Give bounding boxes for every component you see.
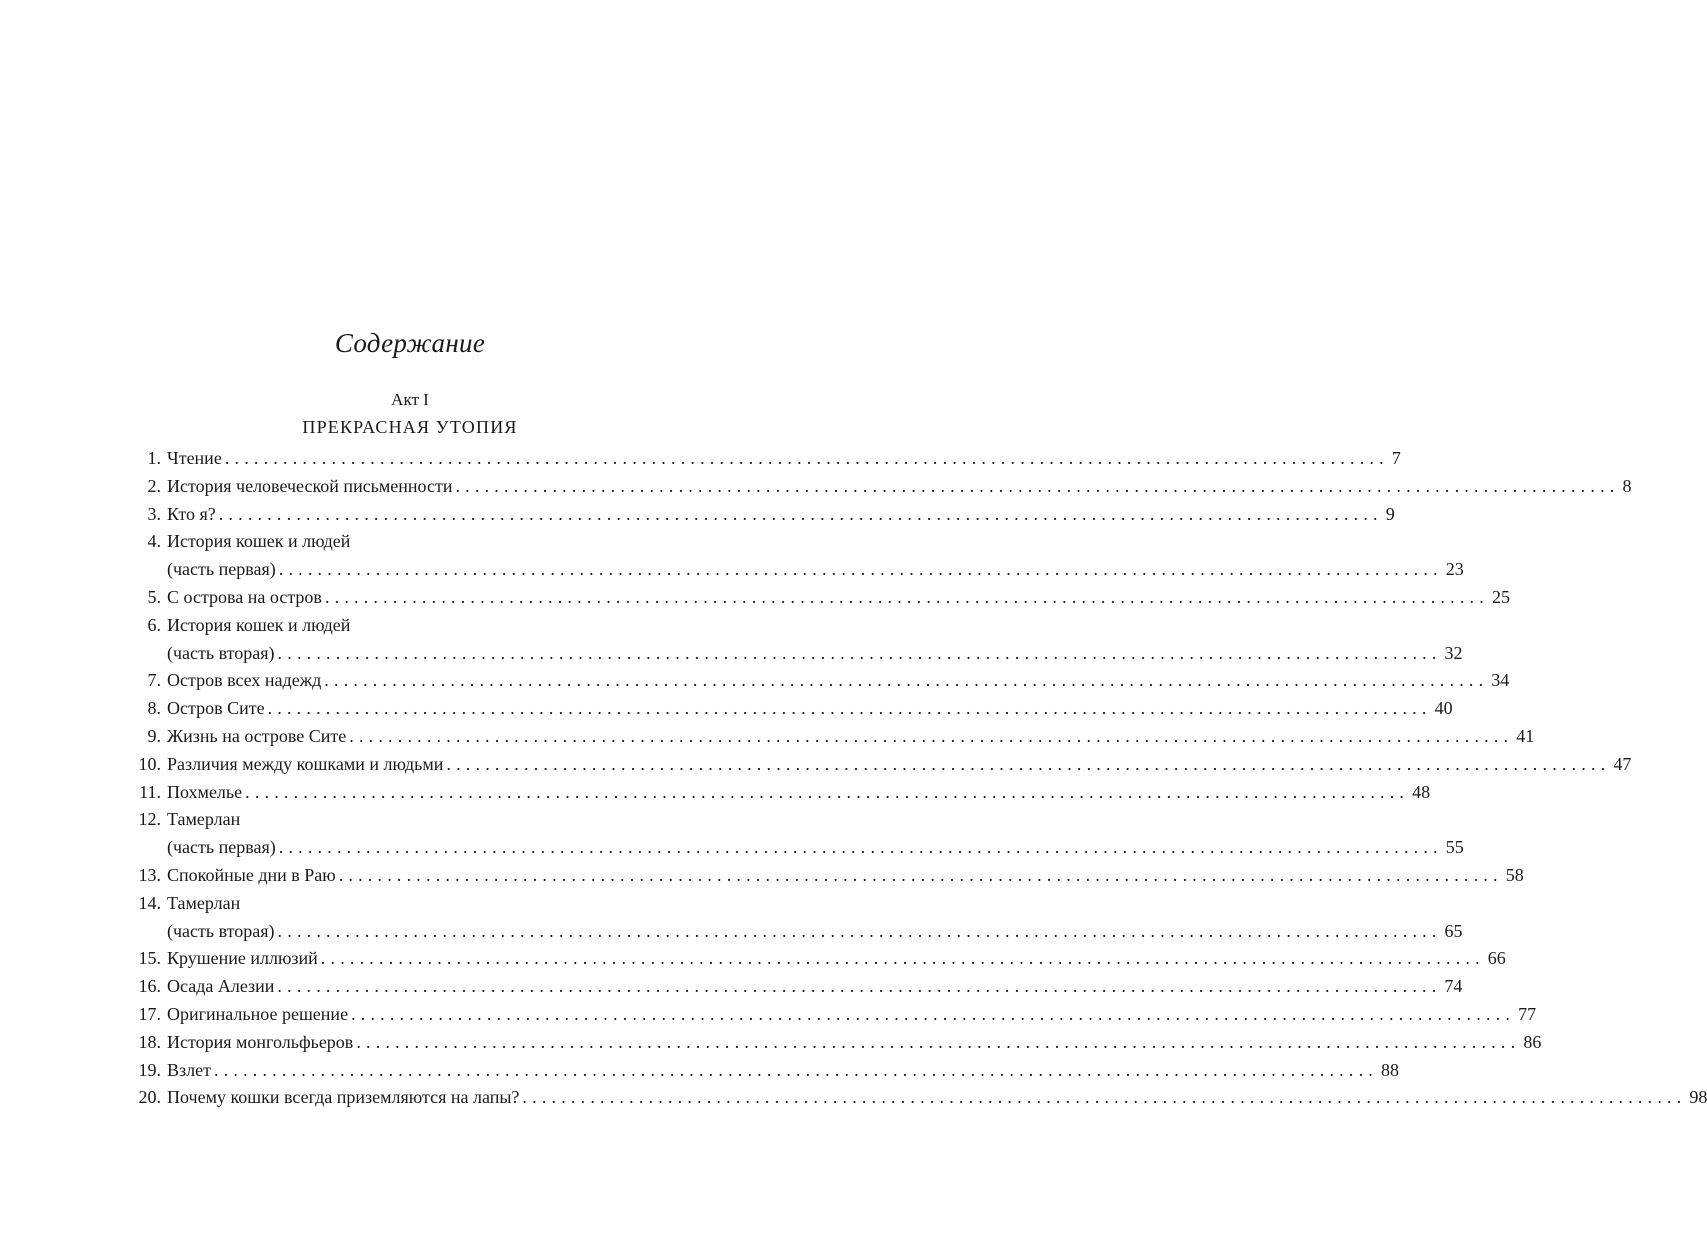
dot-leader: ........................................................................................................................ — [277, 920, 1442, 941]
toc-entry-body — [167, 1057, 1399, 1085]
toc-entry — [128, 640, 1463, 668]
toc-entry — [128, 806, 686, 834]
toc-entry-number: 1. — [147, 448, 161, 468]
toc-entry-page: 23 — [1445, 559, 1464, 580]
dot-leader: ........................................................................................................................ — [446, 753, 1611, 774]
toc-entry-page: 55 — [1445, 837, 1464, 858]
toc-entry — [128, 445, 1401, 473]
toc-entry-page: 47 — [1613, 753, 1632, 774]
toc-entry-title: Жизнь на острове Сите — [167, 725, 347, 746]
toc-entry-body — [167, 501, 1395, 529]
toc-entry — [128, 1029, 1542, 1057]
toc-entry — [128, 584, 1510, 612]
toc-entry — [128, 918, 1463, 946]
act-label: Акт I — [391, 390, 429, 409]
toc-entry-page: 58 — [1505, 864, 1524, 885]
toc-entry-number: 14. — [138, 892, 161, 913]
toc-entry-title: Оригинальное решение — [167, 1003, 349, 1024]
toc-entry — [128, 779, 1431, 807]
dot-leader: ........................................................................................................................ — [356, 1031, 1521, 1052]
toc-entry-number: 7. — [147, 670, 161, 691]
toc-entry-body — [167, 779, 1431, 807]
toc-entry-title: С острова на остров — [167, 586, 322, 607]
dot-leader: ........................................................................................................................ — [522, 1087, 1687, 1108]
dot-leader: ........................................................................................................................ — [218, 503, 1383, 524]
toc-entry — [128, 556, 1464, 584]
toc-entry-body — [167, 723, 1535, 751]
toc-entry-number: 5. — [147, 586, 161, 607]
toc-entry-body — [167, 890, 686, 918]
toc-entry-body — [167, 1001, 1537, 1029]
toc-entry — [128, 945, 1506, 973]
toc-entry-page: 40 — [1434, 698, 1453, 719]
dot-leader: ........................................................................................................................ — [455, 475, 1620, 496]
toc-entry-body — [167, 1084, 1707, 1112]
toc-entry-body — [167, 806, 686, 834]
toc-entry-number: 8. — [147, 698, 161, 719]
toc-entry-body — [167, 918, 1463, 946]
dot-leader: ........................................................................................................................ — [224, 448, 1389, 468]
toc-entry-number: 6. — [147, 614, 161, 635]
dot-leader: ........................................................................................................................ — [338, 864, 1503, 885]
toc-entry-title: История человеческой письменности — [167, 475, 453, 496]
dot-leader: ........................................................................................................................ — [277, 976, 1442, 997]
toc-entry-number: 9. — [147, 725, 161, 746]
toc-entry-number: 16. — [138, 976, 161, 997]
dot-leader: ........................................................................................................................ — [320, 948, 1485, 969]
toc-entry — [128, 612, 686, 640]
toc-entry-page: 66 — [1487, 948, 1506, 969]
toc-entry-page: 48 — [1412, 781, 1431, 802]
dot-leader: ........................................................................................................................ — [278, 837, 1443, 858]
toc-entry-page: 32 — [1444, 642, 1463, 663]
toc-entry-title: Кто я? — [167, 503, 216, 524]
toc-entry-title: Похмелье — [167, 781, 243, 802]
toc-entry-title: Почему кошки всегда приземляются на лапы? — [167, 1087, 520, 1108]
toc-entry-title: Различия между кошками и людьми — [167, 753, 444, 774]
toc-entry-page: 34 — [1491, 670, 1510, 691]
toc-entry-title: (часть первая) — [167, 837, 276, 858]
toc-entry-number: 12. — [138, 809, 161, 830]
toc-entry — [128, 1001, 1537, 1029]
toc-entry-number: 4. — [147, 531, 161, 552]
toc-entry-page: 65 — [1444, 920, 1463, 941]
toc-entry-title: История кошек и людей — [167, 614, 351, 635]
toc-entry-title: (часть первая) — [167, 559, 276, 580]
toc-entry-number: 11. — [139, 781, 161, 802]
toc-entry-page: 7 — [1391, 448, 1401, 468]
toc-entry-body — [167, 945, 1506, 973]
toc-entry-title: История кошек и людей — [167, 531, 351, 552]
toc-entry-title: Осада Алезии — [167, 976, 275, 997]
toc-entry-body — [167, 834, 1464, 862]
toc-entry-body — [167, 473, 1632, 501]
toc-entry — [128, 667, 1510, 695]
toc-entry-title: Тамерлан — [167, 809, 241, 830]
toc-entry-body — [167, 612, 686, 640]
act-name: ПРЕКРАСНАЯ УТОПИЯ — [302, 417, 518, 437]
toc-entry-title: Взлет — [167, 1059, 211, 1080]
toc-entry — [128, 862, 1524, 890]
toc-entry-body — [167, 445, 1401, 473]
dot-leader: ........................................................................................................................ — [213, 1059, 1378, 1080]
toc-entry — [128, 695, 1453, 723]
toc-entry-page: 25 — [1491, 586, 1510, 607]
table-of-contents — [128, 445, 1707, 1112]
toc-entry-number: 20. — [138, 1087, 161, 1108]
toc-entry-page: 9 — [1385, 503, 1395, 524]
toc-entry-body — [167, 640, 1463, 668]
toc-entry-page: 74 — [1444, 976, 1463, 997]
toc-entry-number: 10. — [138, 753, 161, 774]
toc-entry — [128, 834, 1464, 862]
toc-entry-body — [167, 1029, 1542, 1057]
toc-entry-title: Остров Сите — [167, 698, 265, 719]
toc-entry-page: 88 — [1380, 1059, 1399, 1080]
toc-entry-title: Тамерлан — [167, 892, 241, 913]
dot-leader: ........................................................................................................................ — [349, 725, 1514, 746]
toc-entry-page: 41 — [1516, 725, 1535, 746]
toc-entry-number: 19. — [138, 1059, 161, 1080]
toc-entry-title: Чтение — [167, 448, 222, 468]
toc-entry — [128, 890, 686, 918]
toc-entry-number: 2. — [147, 475, 161, 496]
toc-entry-body — [167, 973, 1463, 1001]
toc-entry — [128, 1084, 1707, 1112]
dot-leader: ........................................................................................................................ — [267, 698, 1432, 719]
dot-leader: ........................................................................................................................ — [245, 781, 1410, 802]
toc-entry-number: 15. — [138, 948, 161, 969]
toc-entry — [128, 528, 686, 556]
toc-entry-title: Спокойные дни в Раю — [167, 864, 336, 885]
toc-entry-title: История монгольфьеров — [167, 1031, 354, 1052]
toc-entry-body — [167, 528, 686, 556]
toc-entry-title: Остров всех надежд — [167, 670, 322, 691]
dot-leader: ........................................................................................................................ — [351, 1003, 1516, 1024]
toc-entry-number: 17. — [138, 1003, 161, 1024]
dot-leader: ........................................................................................................................ — [324, 586, 1489, 607]
toc-entry-body — [167, 556, 1464, 584]
toc-entry — [128, 473, 1632, 501]
toc-entry-page: 8 — [1622, 475, 1632, 496]
toc-entry — [128, 973, 1463, 1001]
toc-entry-body — [167, 667, 1510, 695]
dot-leader: ........................................................................................................................ — [278, 559, 1443, 580]
dot-leader: ........................................................................................................................ — [277, 642, 1442, 663]
toc-entry — [128, 501, 1395, 529]
toc-entry — [128, 751, 1632, 779]
toc-entry-title: Крушение иллюзий — [167, 948, 318, 969]
toc-entry-body — [167, 751, 1632, 779]
toc-entry-title: (часть вторая) — [167, 920, 275, 941]
toc-entry — [128, 723, 1535, 751]
toc-entry-body — [167, 862, 1524, 890]
toc-entry-body — [167, 695, 1453, 723]
toc-entry-title: (часть вторая) — [167, 642, 275, 663]
toc-entry — [128, 1057, 1399, 1085]
toc-entry-number: 3. — [147, 503, 161, 524]
dot-leader: ........................................................................................................................ — [324, 670, 1489, 691]
toc-entry-number: 13. — [138, 864, 161, 885]
toc-entry-page: 98 — [1689, 1087, 1707, 1108]
page-title: Содержание — [334, 328, 486, 358]
toc-entry-number: 18. — [138, 1031, 161, 1052]
toc-entry-page: 77 — [1518, 1003, 1537, 1024]
toc-entry-page: 86 — [1523, 1031, 1542, 1052]
toc-entry-body — [167, 584, 1510, 612]
